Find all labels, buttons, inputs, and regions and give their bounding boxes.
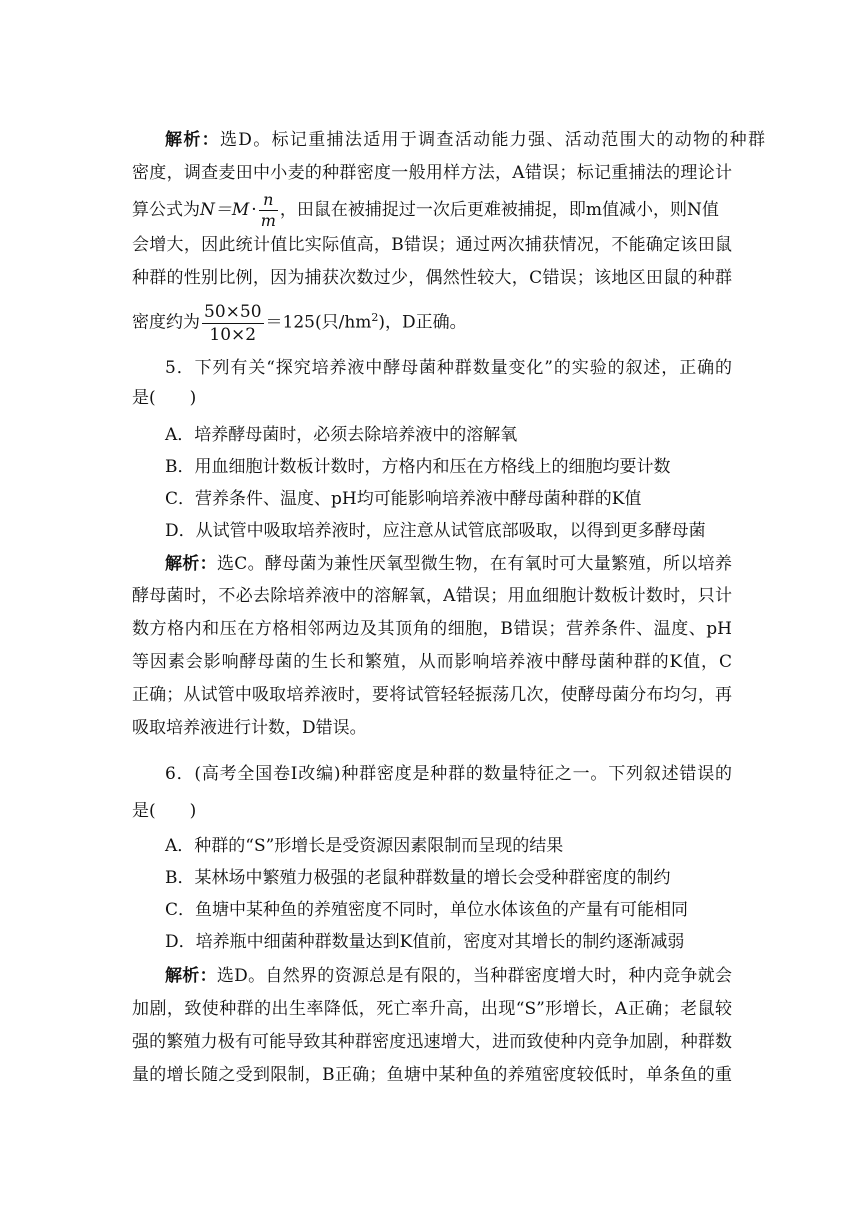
q5-explanation-line-4: 等因素会影响酵母菌的生长和繁殖，从而影响培养液中酵母菌种群的K值，C [132,652,732,672]
q6-option-a: A．种群的“S”形增长是受资源因素限制而呈现的结果 [165,836,564,856]
fraction-density: $\frac{50\times 50}{10\times 2}$ [204,301,262,345]
q4-explanation-line-4: 会增大，因此统计值比实际值高，B错误；通过两次捕获情况，不能确定该田鼠 [132,235,732,255]
q4-explanation-line-1: 解析：选D。标记重捕法适用于调查活动能力强、活动范围大的动物的种群 [165,130,766,150]
explanation-label: 解析： [165,966,217,986]
q6-explanation-line-2: 加剧，致使种群的出生率降低，死亡率升高，出现“S”形增长，A正确；老鼠较 [132,999,732,1019]
q6-option-b: B．某林场中繁殖力极强的老鼠种群数量的增长会受种群密度的制约 [165,868,671,888]
q5-explanation-line-1: 解析：选C。酵母菌为兼性厌氧型微生物，在有氧时可大量繁殖，所以培养 [165,554,732,574]
q5-explanation-line-3: 数方格内和压在方格相邻两边及其顶角的细胞，B错误；营养条件、温度、pH [132,619,732,639]
q6-stem-line-2: 是( ) [132,801,197,821]
q5-option-d: D．从试管中吸取培养液时，应注意从试管底部吸取，以得到更多酵母菌 [165,521,706,541]
q5-option-c: C．营养条件、温度、pH均可能影响培养液中酵母菌种群的K值 [165,489,642,509]
q5-option-a: A．培养酵母菌时，必须去除培养液中的溶解氧 [165,425,518,445]
explanation-label: 解析： [165,554,217,574]
formula-lhs: N＝M [200,200,250,220]
q6-explanation-line-3: 强的繁殖力极有可能导致其种群密度迅速增大，进而致使种内竞争加剧，种群数 [132,1032,732,1052]
q5-option-b: B．用血细胞计数板计数时，方格内和压在方格线上的细胞均要计数 [165,457,671,477]
q5-stem-line-2: 是( ) [132,388,197,408]
q4-explanation-line-2: 密度，调查麦田中小麦的种群密度一般用样方法，A错误；标记重捕法的理论计 [132,163,732,183]
q5-explanation-line-5: 正确；从试管中吸取培养液时，要将试管轻轻振荡几次，使酵母菌分布均匀，再 [132,685,732,705]
q4-explanation-line-5: 种群的性别比例，因为捕获次数过少，偶然性较大，C错误；该地区田鼠的种群 [132,268,732,288]
q6-option-d: D．培养瓶中细菌种群数量达到K值前，密度对其增长的制约逐渐减弱 [165,932,685,952]
fraction-n-over-m: $\frac{n}{m}$ [260,190,276,230]
q5-stem-line-1: 5．下列有关“探究培养液中酵母菌种群数量变化”的实验的叙述，正确的 [165,358,732,378]
q6-option-c: C．鱼塘中某种鱼的养殖密度不同时，单位水体该鱼的产量有可能相同 [165,900,689,920]
q6-stem-line-1: 6．(高考全国卷Ⅰ改编)种群密度是种群的数量特征之一。下列叙述错误的 [165,764,732,784]
question-source: (高考全国卷Ⅰ改编) [194,764,341,784]
q6-explanation-line-4: 量的增长随之受到限制，B正确；鱼塘中某种鱼的养殖密度较低时，单条鱼的重 [132,1065,732,1085]
q5-explanation-line-6: 吸取培养液进行计数，D错误。 [132,718,367,738]
q4-explanation-line-6: 密度约为 $\frac{50\times 50}{10\times 2}$ ＝125(只$/hm^2$)，D正确。 [132,301,467,345]
q5-explanation-line-2: 酵母菌时，不必去除培养液中的溶解氧，A错误；用血细胞计数板计数时，只计 [132,586,732,606]
explanation-label: 解析： [165,130,220,150]
q4-explanation-line-3: 算公式为N＝M · $\frac{n}{m}$ ，田鼠在被捕捉过一次后更难被捕捉，即m值减小，则N值 [132,190,719,230]
q6-explanation-line-1: 解析：选D。自然界的资源总是有限的，当种群密度增大时，种内竞争就会 [165,966,733,986]
